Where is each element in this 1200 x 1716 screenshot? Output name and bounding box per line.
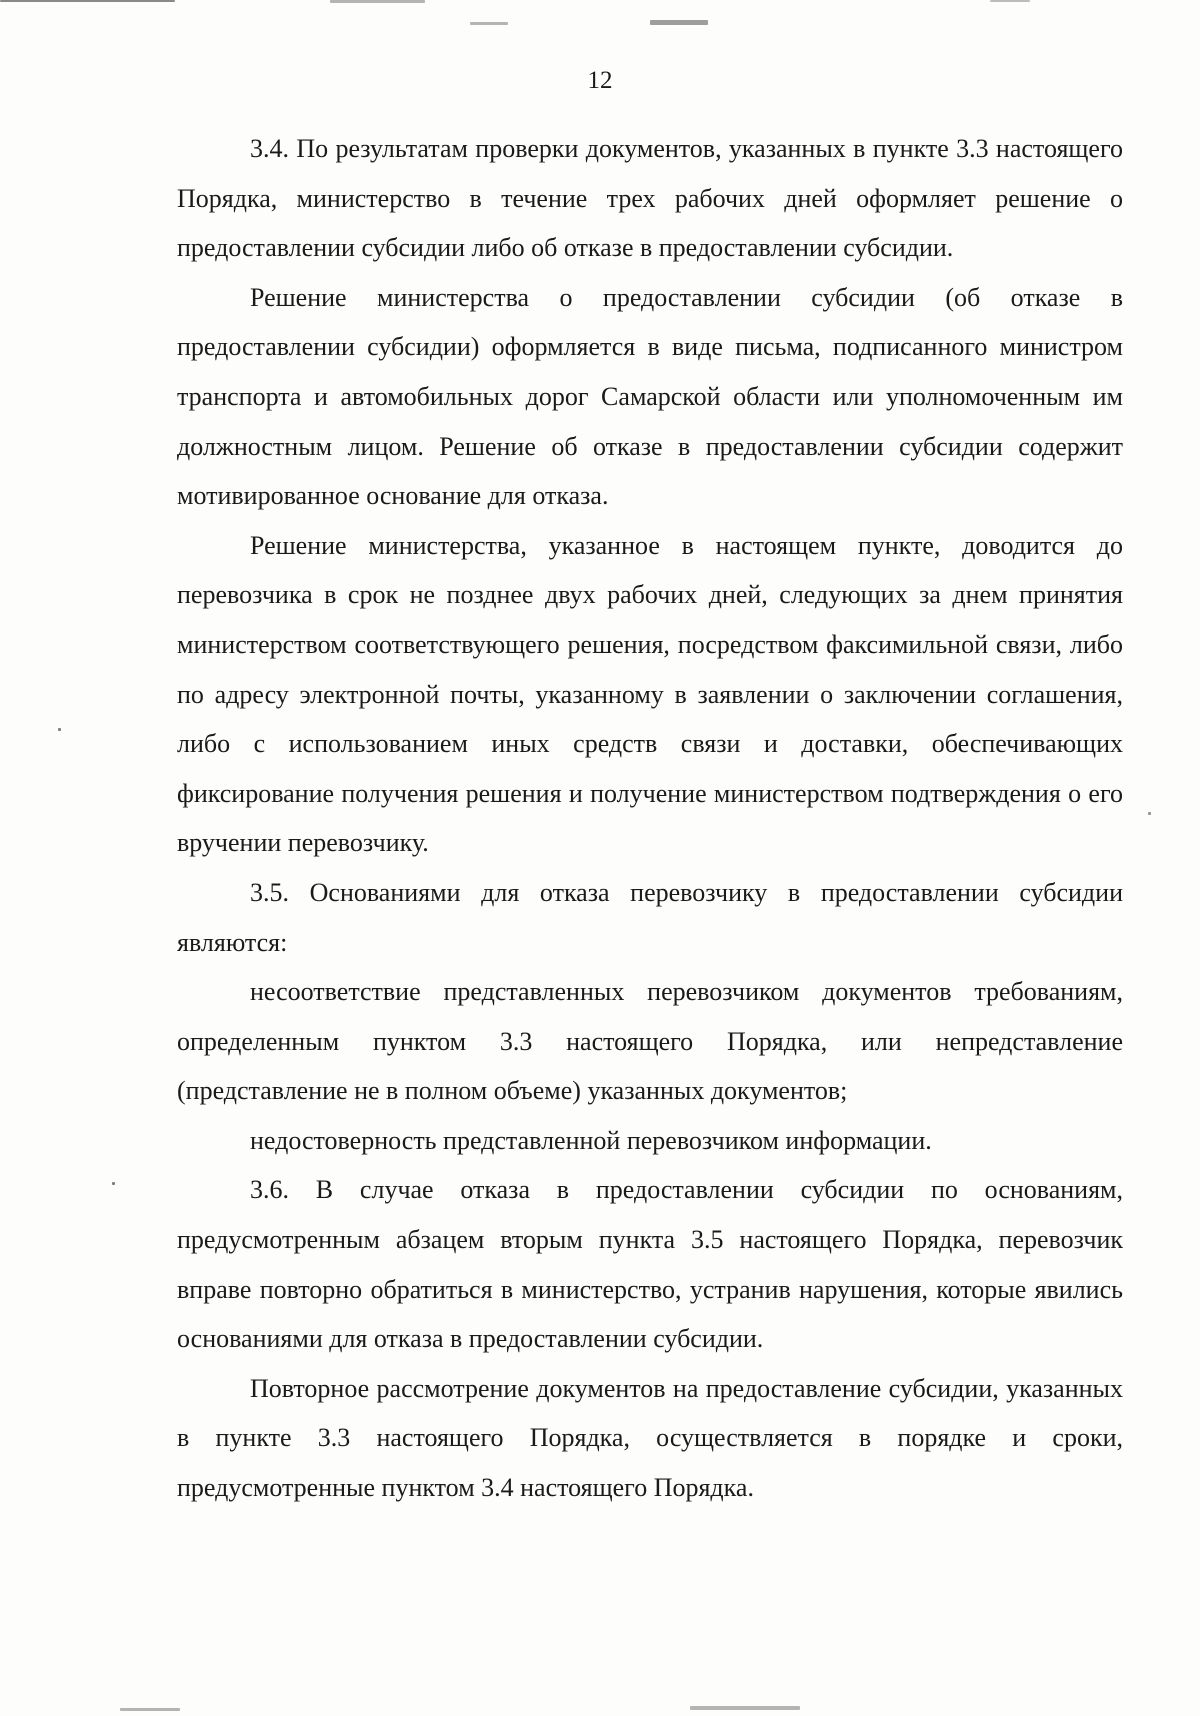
scan-artifact: [470, 22, 508, 25]
scan-artifact: [690, 1706, 800, 1710]
scan-artifact: [650, 20, 708, 25]
paragraph-3-4: 3.4. По результатам проверки документов, указанных в пункте 3.3 настоящего Порядка, министерство в течение трех рабочих дней оформляет решение о предоставлении субсидии либо об отказе в предоставлении субсидии.: [177, 134, 1123, 263]
paragraph-refusal-ground-1: несоответствие представленных перевозчиком документов требованиям, определенным пунктом 3.3 настоящего Порядка, или непредставление (представление не в полном объеме) указанных документов;: [177, 977, 1123, 1106]
scan-artifact: [1148, 812, 1151, 815]
document-body: [177, 124, 1123, 1513]
paragraph-refusal-ground-2: недостоверность представленной перевозчиком информации.: [250, 1125, 932, 1155]
scan-artifact: [120, 1708, 180, 1711]
paragraph-repeat-review: Повторное рассмотрение документов на предоставление субсидии, указанных в пункте 3.3 настоящего Порядка, осуществляется в порядке и сроки, предусмотренные пунктом 3.4 настоящего Порядка.: [177, 1373, 1123, 1503]
scan-artifact: [330, 0, 425, 3]
scan-artifact: [58, 728, 61, 731]
scan-artifact: [112, 1182, 115, 1185]
scan-artifact: [0, 0, 175, 2]
paragraph-decision-form: Решение министерства о предоставлении субсидии (об отказе в предоставлении субсидии) оформляется в виде письма, подписанного министром транспорта и автомобильных дорог Самарской области или уполномоченным им должностным лицом. Решение об отказе в предоставлении субсидии содержит мотивированное основание для отказа.: [177, 282, 1123, 511]
scan-artifact: [990, 0, 1030, 2]
page-number: 12: [587, 67, 613, 94]
paragraph-3-5: 3.5. Основаниями для отказа перевозчику в предоставлении субсидии являются:: [177, 877, 1123, 957]
paragraph-3-6: 3.6. В случае отказа в предоставлении субсидии по основаниям, предусмотренным абзацем вторым пункта 3.5 настоящего Порядка, перевозчик вправе повторно обратиться в министерство, устранив нарушения, которые явились основаниями для отказа в предоставлении субсидии.: [177, 1175, 1123, 1354]
paragraph-decision-delivery: Решение министерства, указанное в настоящем пункте, доводится до перевозчика в срок не позднее двух рабочих дней, следующих за днем принятия министерством соответствующего решения, посредством факсимильной связи, либо по адресу электронной почты, указанному в заявлении о заключении соглашения, либо с использованием иных средств связи и доставки, обеспечивающих фиксирование получения решения и получение министерством подтверждения о его вручении перевозчику.: [177, 530, 1123, 858]
